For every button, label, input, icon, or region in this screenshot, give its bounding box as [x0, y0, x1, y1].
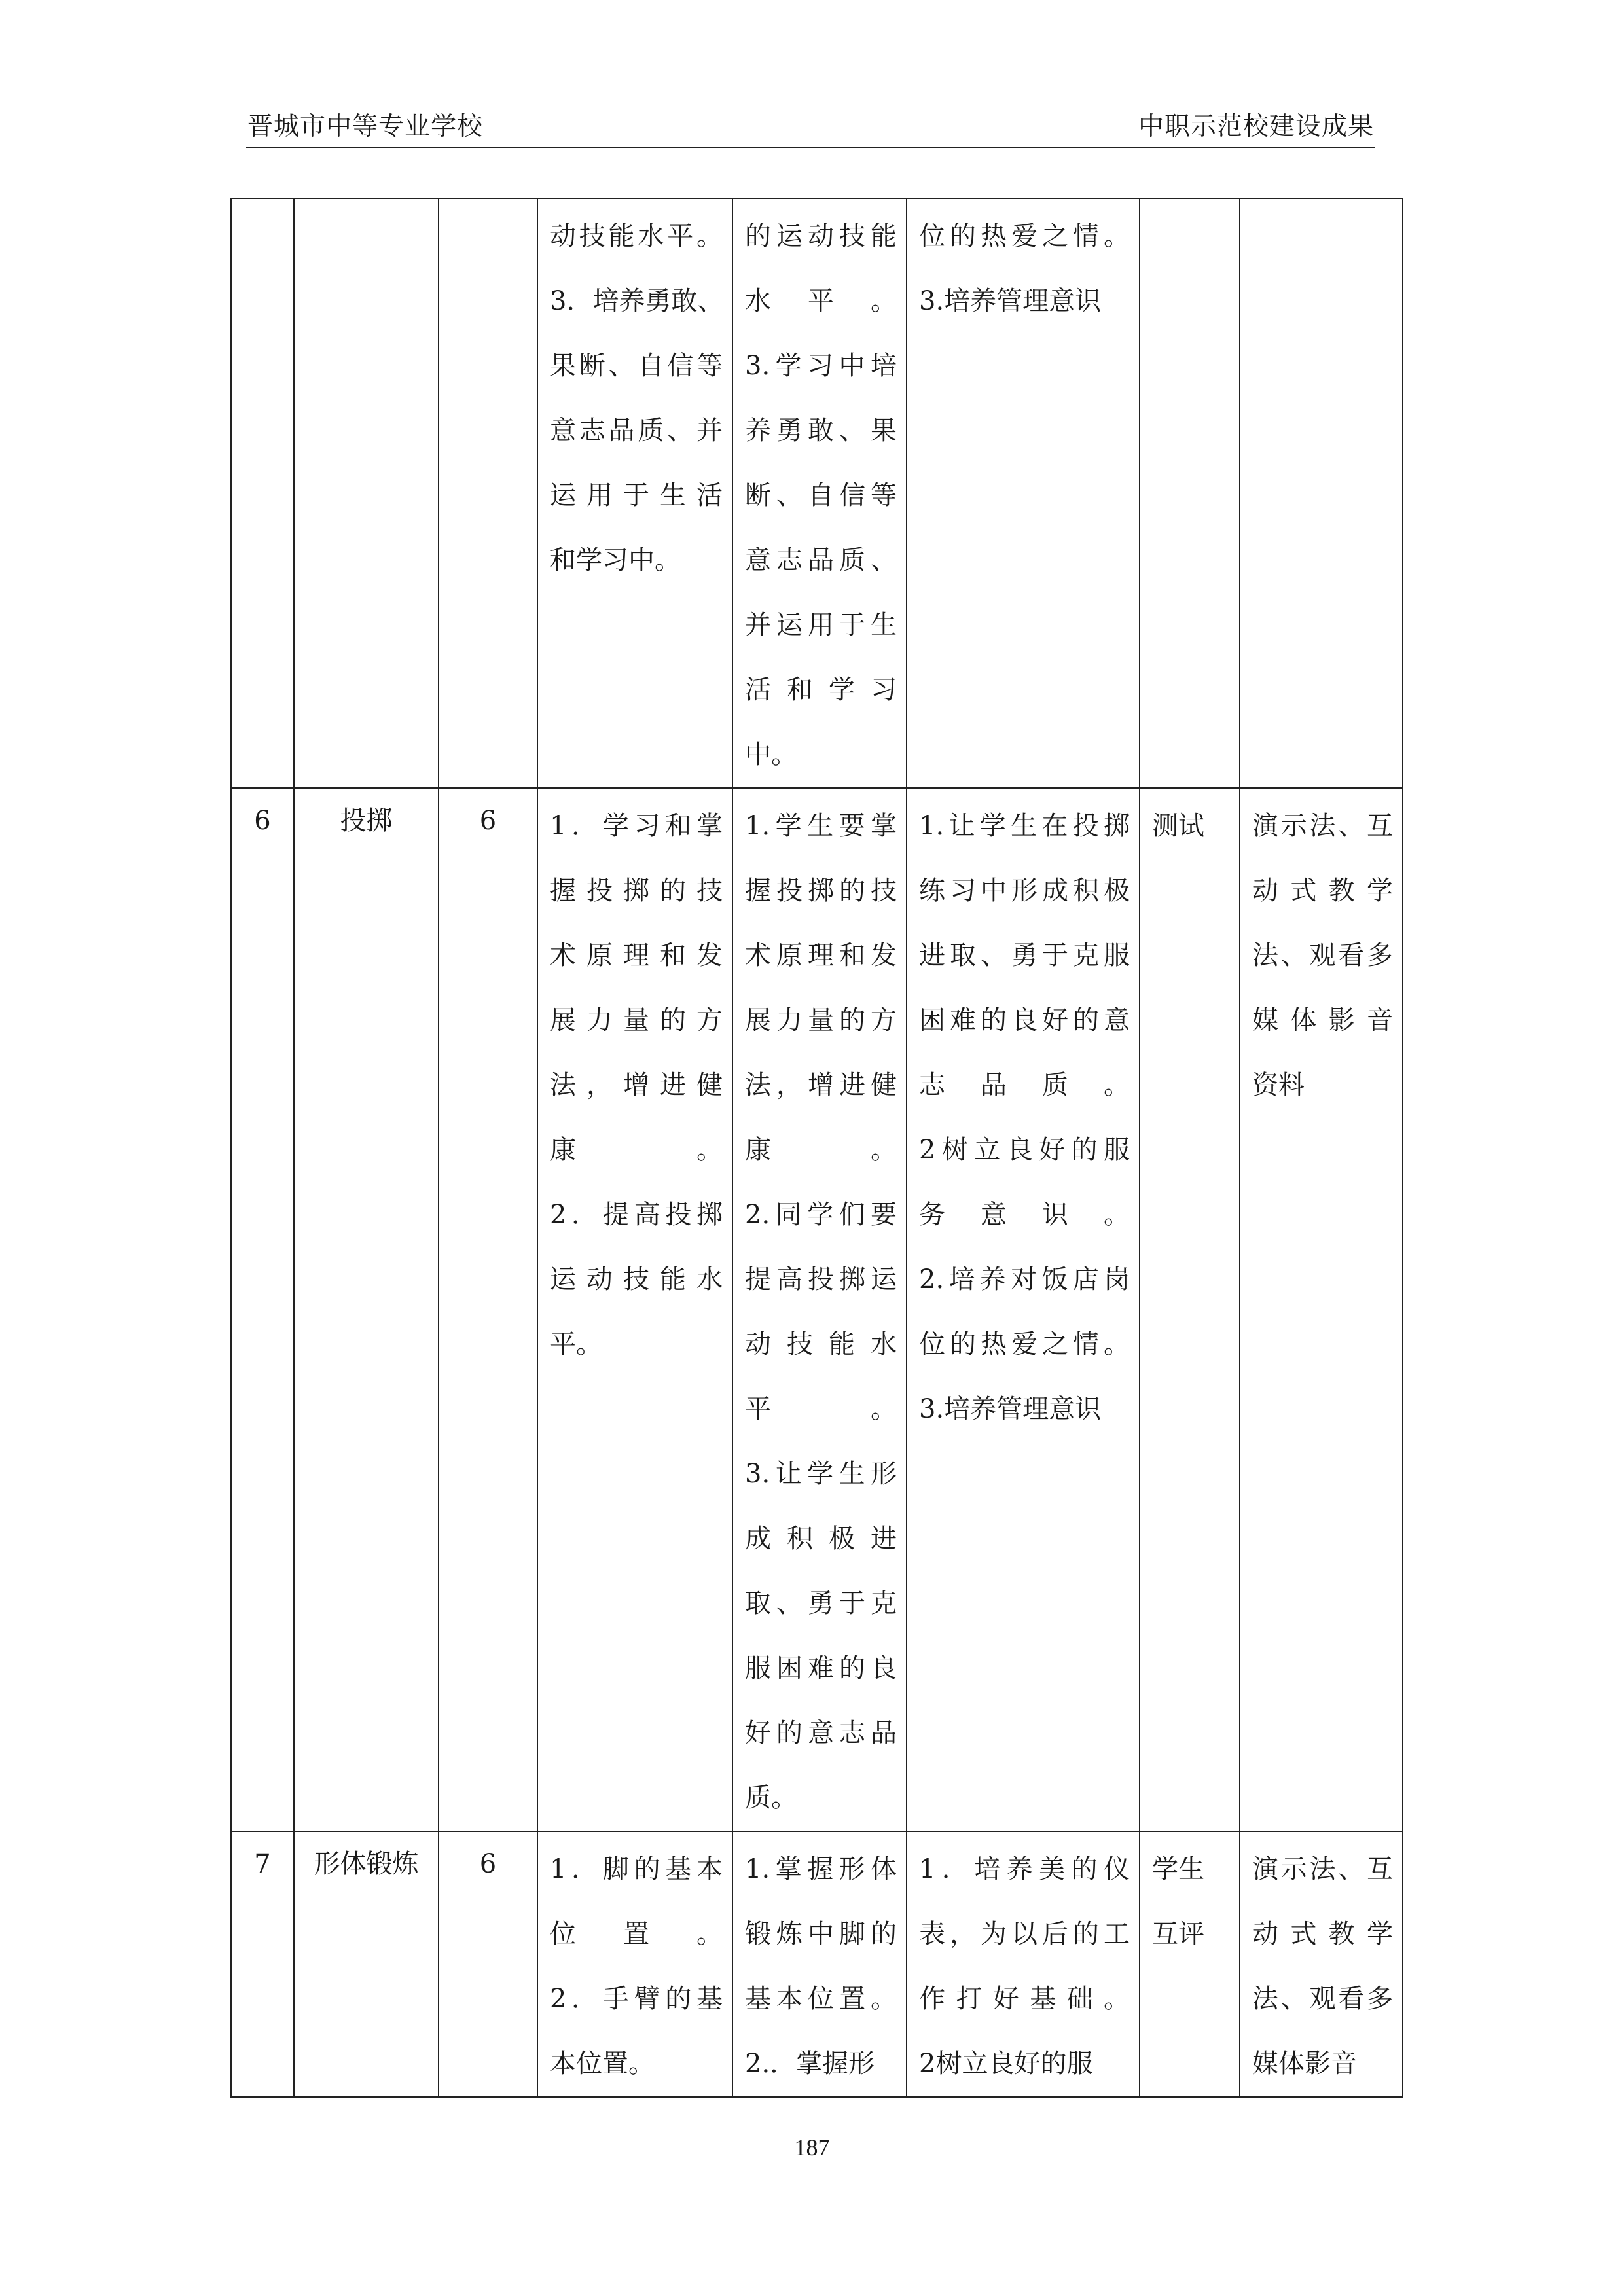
cell-quality-goal-line: 表，为以后的工 — [919, 1919, 1130, 1949]
cell-method-line: 法、观看多 — [1252, 941, 1393, 971]
cell-assessment — [1140, 788, 1240, 1831]
cell-hours: 6 — [439, 1831, 537, 2097]
table-row — [231, 788, 1403, 1831]
cell-ability-goal-line: 提高投掷运 — [745, 1265, 897, 1295]
cell-hours: 6 — [439, 788, 537, 1831]
page-number: 187 — [794, 2134, 830, 2161]
cell-knowledge-goal-line: 意志品质、并 — [550, 416, 723, 446]
cell-ability-goal-line: 养勇敢、果 — [745, 416, 897, 446]
cell-method-line: 法、观看多 — [1252, 1984, 1393, 2014]
cell-ability-goal-line: 平。 — [745, 1394, 897, 1424]
cell-quality-goal-line: 务意识。 — [919, 1200, 1130, 1230]
cell-knowledge-goal-line: 位置。 — [550, 1919, 723, 1949]
cell-method-line: 动式教学 — [1252, 1919, 1393, 1949]
cell-knowledge-goal — [537, 198, 732, 788]
cell-quality-goal-line: 2.培养对饭店岗 — [919, 1265, 1130, 1295]
cell-assessment — [1140, 198, 1240, 788]
cell-ability-goal-line: 服困难的良 — [745, 1653, 897, 1683]
cell-knowledge-goal-line: 运用于生活 — [550, 480, 723, 511]
cell-knowledge-goal — [537, 1831, 732, 2097]
cell-method — [1240, 198, 1403, 788]
cell-knowledge-goal-line: 果断、自信等 — [550, 351, 723, 381]
cell-quality-goal — [907, 788, 1140, 1831]
cell-knowledge-goal-line: 3．培养勇敢、 — [550, 286, 724, 316]
cell-number: 7 — [231, 1831, 294, 2097]
cell-knowledge-goal-line: 2．提高投掷 — [550, 1200, 723, 1230]
cell-item-name: 投掷 — [294, 788, 439, 1831]
cell-quality-goal-line: 3.培养管理意识 — [919, 286, 1102, 316]
assessment-text: 测试 — [1152, 811, 1204, 841]
cell-ability-goal-line: 的运动技能 — [745, 221, 897, 251]
cell-knowledge-goal-line: 运动技能水 — [550, 1265, 723, 1295]
cell-quality-goal-line: 2树立良好的服 — [919, 1135, 1130, 1165]
cell-quality-goal-line: 志品质。 — [919, 1070, 1130, 1100]
teaching-plan-table — [230, 198, 1403, 2098]
cell-method-line: 媒体影音 — [1252, 1005, 1393, 1035]
table-row — [231, 1831, 1403, 2097]
cell-ability-goal-line: 并运用于生 — [745, 610, 897, 640]
cell-method-line: 演示法、互 — [1252, 1854, 1393, 1884]
cell-ability-goal — [732, 1831, 907, 2097]
cell-ability-goal-line: 意志品质、 — [745, 545, 897, 575]
cell-ability-goal-line: 康。 — [745, 1135, 897, 1165]
cell-knowledge-goal-line: 1．脚的基本 — [550, 1854, 723, 1884]
cell-item-name — [294, 198, 439, 788]
cell-knowledge-goal-line: 法，增进健 — [550, 1070, 723, 1100]
cell-quality-goal-line: 作打好基础。 — [919, 1984, 1130, 2014]
cell-knowledge-goal-line: 术原理和发 — [550, 941, 723, 971]
cell-number: 6 — [231, 788, 294, 1831]
cell-ability-goal-line: 3.学习中培 — [745, 351, 897, 381]
cell-quality-goal-line: 位的热爱之情。 — [919, 1329, 1130, 1359]
cell-ability-goal-line: 质。 — [745, 1783, 797, 1813]
cell-ability-goal — [732, 198, 907, 788]
cell-method-line: 演示法、互 — [1252, 811, 1393, 841]
cell-method-line: 资料 — [1252, 1070, 1305, 1100]
cell-ability-goal-line: 2.．掌握形 — [745, 2049, 875, 2079]
cell-quality-goal-line: 1．培养美的仪 — [919, 1854, 1130, 1884]
assessment-text: 学生互评 — [1152, 1854, 1204, 1949]
table-row — [231, 198, 1403, 788]
cell-ability-goal-line: 活和学习 — [745, 675, 897, 705]
cell-item-name: 形体锻炼 — [294, 1831, 439, 2097]
cell-quality-goal-line: 位的热爱之情。 — [919, 221, 1130, 251]
cell-ability-goal-line: 术原理和发 — [745, 941, 897, 971]
cell-knowledge-goal-line: 展力量的方 — [550, 1005, 723, 1035]
cell-ability-goal-line: 1.学生要掌 — [745, 811, 897, 841]
cell-ability-goal — [732, 788, 907, 1831]
cell-ability-goal-line: 成积极进 — [745, 1524, 897, 1554]
cell-ability-goal-line: 3.让学生形 — [745, 1459, 897, 1489]
cell-quality-goal-line: 进取、勇于克服 — [919, 941, 1130, 971]
cell-knowledge-goal — [537, 788, 732, 1831]
cell-quality-goal — [907, 198, 1140, 788]
cell-quality-goal-line: 1.让学生在投掷 — [919, 811, 1130, 841]
cell-method — [1240, 1831, 1403, 2097]
cell-method-line: 媒体影音 — [1252, 2049, 1357, 2079]
header-school-name: 晋城市中等专业学校 — [247, 112, 484, 141]
cell-quality-goal-line: 3.培养管理意识 — [919, 1394, 1102, 1424]
cell-ability-goal-line: 好的意志品 — [745, 1718, 897, 1748]
cell-ability-goal-line: 握投掷的技 — [745, 876, 897, 906]
cell-ability-goal-line: 锻炼中脚的 — [745, 1919, 897, 1949]
page-header — [246, 113, 1375, 148]
cell-knowledge-goal-line: 握投掷的技 — [550, 876, 723, 906]
cell-knowledge-goal-line: 1．学习和掌 — [550, 811, 723, 841]
cell-ability-goal-line: 断、自信等 — [745, 480, 897, 511]
cell-ability-goal-line: 展力量的方 — [745, 1005, 897, 1035]
cell-number — [231, 198, 294, 788]
cell-ability-goal-line: 水平。 — [745, 286, 897, 316]
cell-knowledge-goal-line: 和学习中。 — [550, 545, 681, 575]
cell-ability-goal-line: 基本位置。 — [745, 1984, 897, 2014]
cell-quality-goal-line: 2树立良好的服 — [919, 2049, 1093, 2079]
cell-method-line: 动式教学 — [1252, 876, 1393, 906]
cell-knowledge-goal-line: 康。 — [550, 1135, 723, 1165]
cell-quality-goal-line: 困难的良好的意 — [919, 1005, 1130, 1035]
cell-ability-goal-line: 法，增进健 — [745, 1070, 897, 1100]
cell-ability-goal-line: 取、勇于克 — [745, 1588, 897, 1619]
cell-ability-goal-line: 中。 — [745, 740, 797, 770]
cell-knowledge-goal-line: 2．手臂的基 — [550, 1984, 723, 2014]
cell-quality-goal-line: 练习中形成积极 — [919, 876, 1130, 906]
cell-knowledge-goal-line: 平。 — [550, 1329, 602, 1359]
cell-quality-goal — [907, 1831, 1140, 2097]
cell-knowledge-goal-line: 动技能水平。 — [550, 221, 723, 251]
cell-ability-goal-line: 动技能水 — [745, 1329, 897, 1359]
header-section-title: 中职示范校建设成果 — [1138, 112, 1374, 141]
cell-ability-goal-line: 2.同学们要 — [745, 1200, 897, 1230]
cell-method — [1240, 788, 1403, 1831]
cell-hours — [439, 198, 537, 788]
cell-assessment — [1140, 1831, 1240, 2097]
cell-ability-goal-line: 1.掌握形体 — [745, 1854, 897, 1884]
cell-knowledge-goal-line: 本位置。 — [550, 2049, 655, 2079]
